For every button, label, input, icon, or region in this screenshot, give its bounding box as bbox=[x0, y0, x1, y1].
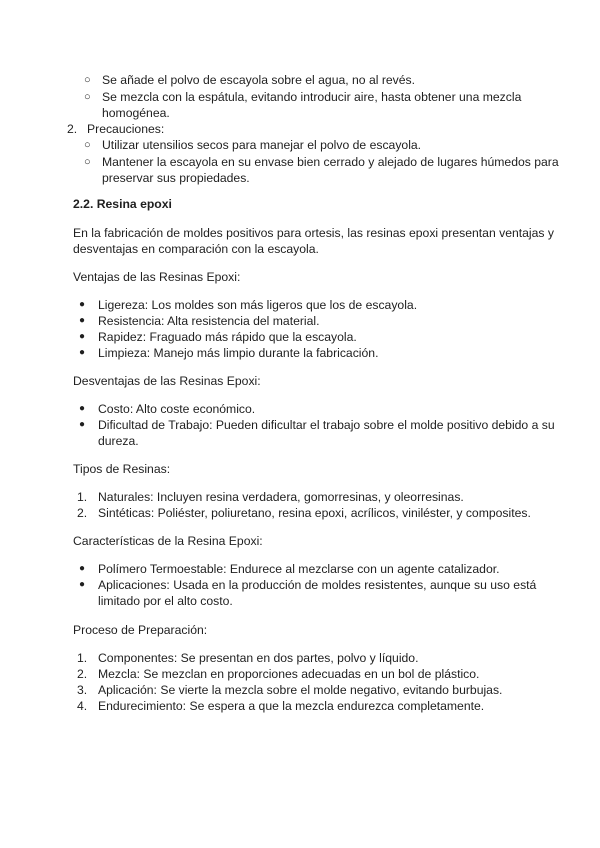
bullet-icon: ● bbox=[79, 299, 86, 310]
list-item: 1. Naturales: Incluyen resina verdadera, gomorresinas, y oleorresinas. bbox=[77, 490, 464, 504]
circle-bullet-icon: ○ bbox=[84, 74, 91, 86]
bullet-icon: ● bbox=[79, 403, 86, 414]
ventajas-title: Ventajas de las Resinas Epoxi: bbox=[73, 270, 241, 284]
tipos-list bbox=[73, 489, 563, 521]
list-item: 2. Sintéticas: Poliéster, poliuretano, resina epoxi, acrílicos, viniléster, y composites. bbox=[77, 506, 531, 520]
list-item: 1. Componentes: Se presentan en dos partes, polvo y líquido. bbox=[77, 651, 419, 665]
top-list-item-2 bbox=[67, 121, 563, 137]
list-item: ● Ligereza: Los moldes son más ligeros que los de escayola. bbox=[79, 298, 418, 312]
list-item: ○ Mantener la escayola en su envase bien cerrado y alejado de lugares húmedos para preservar sus propiedades. bbox=[84, 155, 559, 185]
desventajas-title: Desventajas de las Resinas Epoxi: bbox=[73, 374, 261, 388]
circle-bullet-icon: ○ bbox=[84, 156, 91, 168]
bullet-icon: ● bbox=[79, 579, 86, 590]
section-heading: 2.2. Resina epoxi bbox=[73, 197, 172, 211]
list-item: ● Rapidez: Fraguado más rápido que la escayola. bbox=[79, 330, 357, 344]
proceso-list bbox=[73, 650, 563, 714]
list-item: 4. Endurecimiento: Se espera a que la mezcla endurezca completamente. bbox=[77, 699, 485, 713]
tipos-title: Tipos de Resinas: bbox=[73, 462, 171, 476]
ventajas-list bbox=[73, 297, 563, 361]
bullet-icon: ● bbox=[79, 331, 86, 342]
list-item: 2. Precauciones: bbox=[67, 122, 165, 136]
list-item: ● Resistencia: Alta resistencia del material. bbox=[79, 314, 320, 328]
list-item: ● Limpieza: Manejo más limpio durante la fabricación. bbox=[79, 346, 379, 360]
proceso-title: Proceso de Preparación: bbox=[73, 623, 208, 637]
top-sublist-2 bbox=[73, 137, 563, 186]
bullet-icon: ● bbox=[79, 563, 86, 574]
bullet-icon: ● bbox=[79, 315, 86, 326]
circle-bullet-icon: ○ bbox=[84, 91, 91, 103]
bullet-icon: ● bbox=[79, 347, 86, 358]
list-item: 2. Mezcla: Se mezclan en proporciones adecuadas en un bol de plástico. bbox=[77, 667, 480, 681]
desventajas-list bbox=[73, 401, 563, 449]
circle-bullet-icon: ○ bbox=[84, 139, 91, 151]
list-item: ● Polímero Termoestable: Endurece al mezclarse con un agente catalizador. bbox=[79, 562, 500, 576]
bullet-icon: ● bbox=[79, 419, 86, 430]
list-item: ○ Se añade el polvo de escayola sobre el agua, no al revés. bbox=[84, 73, 416, 87]
intro-paragraph: En la fabricación de moldes positivos para ortesis, las resinas epoxi presentan ventajas y desventajas en comparación con la escayola. bbox=[73, 226, 554, 256]
list-item: ○ Utilizar utensilios secos para manejar el polvo de escayola. bbox=[84, 138, 422, 152]
caracteristicas-list bbox=[73, 561, 563, 609]
list-item: ● Dificultad de Trabajo: Pueden dificultar el trabajo sobre el molde positivo debido a su dureza. bbox=[79, 418, 555, 448]
list-item: 3. Aplicación: Se vierte la mezcla sobre el molde negativo, evitando burbujas. bbox=[77, 683, 503, 697]
top-sublist-1 bbox=[73, 72, 563, 121]
caracteristicas-title: Características de la Resina Epoxi: bbox=[73, 534, 263, 548]
list-item: ○ Se mezcla con la espátula, evitando introducir aire, hasta obtener una mezcla homogénea. bbox=[84, 90, 522, 120]
list-item: ● Costo: Alto coste económico. bbox=[79, 402, 256, 416]
list-item: ● Aplicaciones: Usada en la producción de moldes resistentes, aunque su uso está limitado por el alto costo. bbox=[79, 578, 537, 608]
